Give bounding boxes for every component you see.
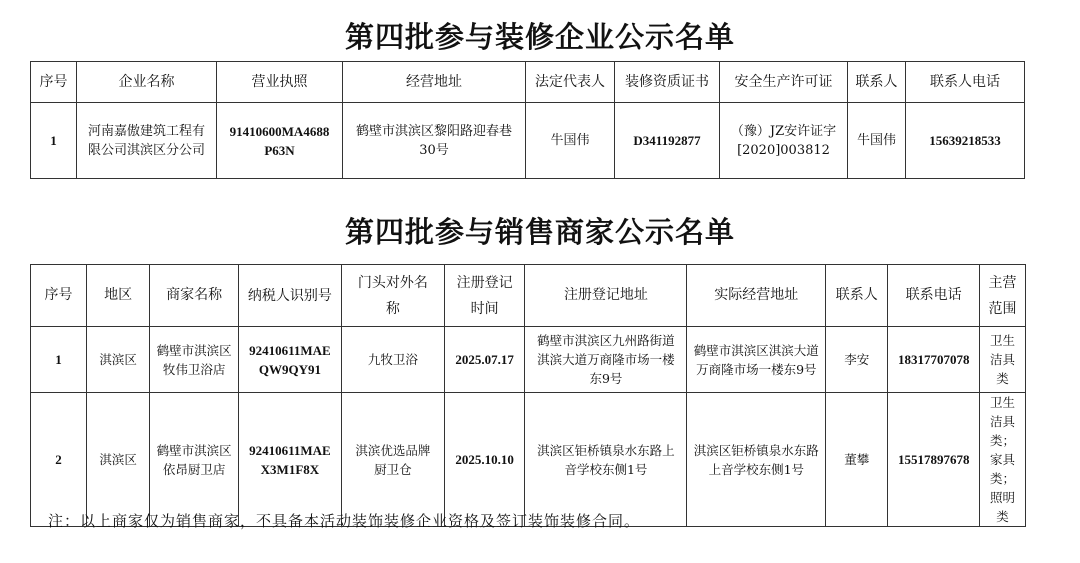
merchant-name: 鹤壁市淇滨区依昂厨卫店: [150, 393, 239, 527]
safety-permit: （豫）JZ安许证字[2020]003812: [720, 103, 848, 179]
header-cell: 装修资质证书: [615, 62, 720, 103]
business-address: 鹤壁市淇滨区黎阳路迎春巷30号: [343, 103, 526, 179]
storefront-name: 九牧卫浴: [341, 327, 444, 393]
table-row: [31, 393, 1026, 527]
contact-person: 牛国伟: [848, 103, 906, 179]
header-cell: 经营地址: [343, 62, 526, 103]
legal-representative: 牛国伟: [526, 103, 615, 179]
header-cell: 门头对外名称: [341, 265, 444, 327]
table-row: [31, 103, 1025, 179]
registration-address: 鹤壁市淇滨区九州路街道淇滨大道万商隆市场一楼东9号: [525, 327, 687, 393]
header-cell: 主营范围: [980, 265, 1026, 327]
header-cell: 实际经营地址: [687, 265, 826, 327]
header-cell: 联系人: [848, 62, 906, 103]
header-cell: 地区: [87, 265, 150, 327]
footnote: 注：以上商家仅为销售商家，不具备本活动装饰装修企业资格及签订装饰装修合同。: [48, 512, 641, 530]
business-scope: 卫生洁具类；家具类；照明类: [980, 393, 1026, 527]
company-table-header: [31, 62, 1025, 103]
header-cell: 营业执照: [217, 62, 343, 103]
table-row: [31, 327, 1026, 393]
actual-address: 鹤壁市淇滨区淇滨大道万商隆市场一楼东9号: [687, 327, 826, 393]
actual-address: 淇滨区钜桥镇泉水东路上音学校东侧1号: [687, 393, 826, 527]
header-cell: 企业名称: [77, 62, 217, 103]
header-cell: 序号: [31, 62, 77, 103]
header-cell: 联系人电话: [906, 62, 1025, 103]
header-cell: 联系人: [826, 265, 888, 327]
header-cell: 注册登记地址: [525, 265, 687, 327]
header-cell: 序号: [31, 265, 87, 327]
tax-id: 92410611MAEQW9QY91: [238, 327, 341, 393]
storefront-name: 淇滨优选品牌厨卫仓: [341, 393, 444, 527]
company-list-title: 第四批参与装修企业公示名单: [344, 20, 735, 54]
company-name: 河南嘉傲建筑工程有限公司淇滨区分公司: [77, 103, 217, 179]
contact-person: 李安: [826, 327, 888, 393]
contact-person: 董攀: [826, 393, 888, 527]
district: 淇滨区: [87, 327, 150, 393]
row-number: 2: [31, 393, 87, 527]
header-cell: 联系电话: [888, 265, 980, 327]
header-cell: 法定代表人: [526, 62, 615, 103]
row-number: 1: [31, 327, 87, 393]
business-scope: 卫生洁具类: [980, 327, 1026, 393]
business-license: 91410600MA4688P63N: [217, 103, 343, 179]
contact-phone: 18317707078: [888, 327, 980, 393]
header-cell: 商家名称: [150, 265, 239, 327]
row-number: 1: [31, 103, 77, 179]
merchant-table-header: [31, 265, 1026, 327]
registration-address: 淇滨区钜桥镇泉水东路上音学校东侧1号: [525, 393, 687, 527]
contact-phone: 15517897678: [888, 393, 980, 527]
qualification-cert: D341192877: [615, 103, 720, 179]
district: 淇滨区: [87, 393, 150, 527]
registration-date: 2025.10.10: [444, 393, 525, 527]
header-cell: 注册登记时间: [444, 265, 525, 327]
merchant-table: [30, 264, 1026, 527]
registration-date: 2025.07.17: [444, 327, 525, 393]
merchant-name: 鹤壁市淇滨区牧伟卫浴店: [150, 327, 239, 393]
header-cell: 安全生产许可证: [720, 62, 848, 103]
tax-id: 92410611MAEX3M1F8X: [238, 393, 341, 527]
header-cell: 纳税人识别号: [238, 265, 341, 327]
company-table: [30, 61, 1025, 179]
contact-phone: 15639218533: [906, 103, 1025, 179]
merchant-list-title: 第四批参与销售商家公示名单: [344, 215, 735, 249]
